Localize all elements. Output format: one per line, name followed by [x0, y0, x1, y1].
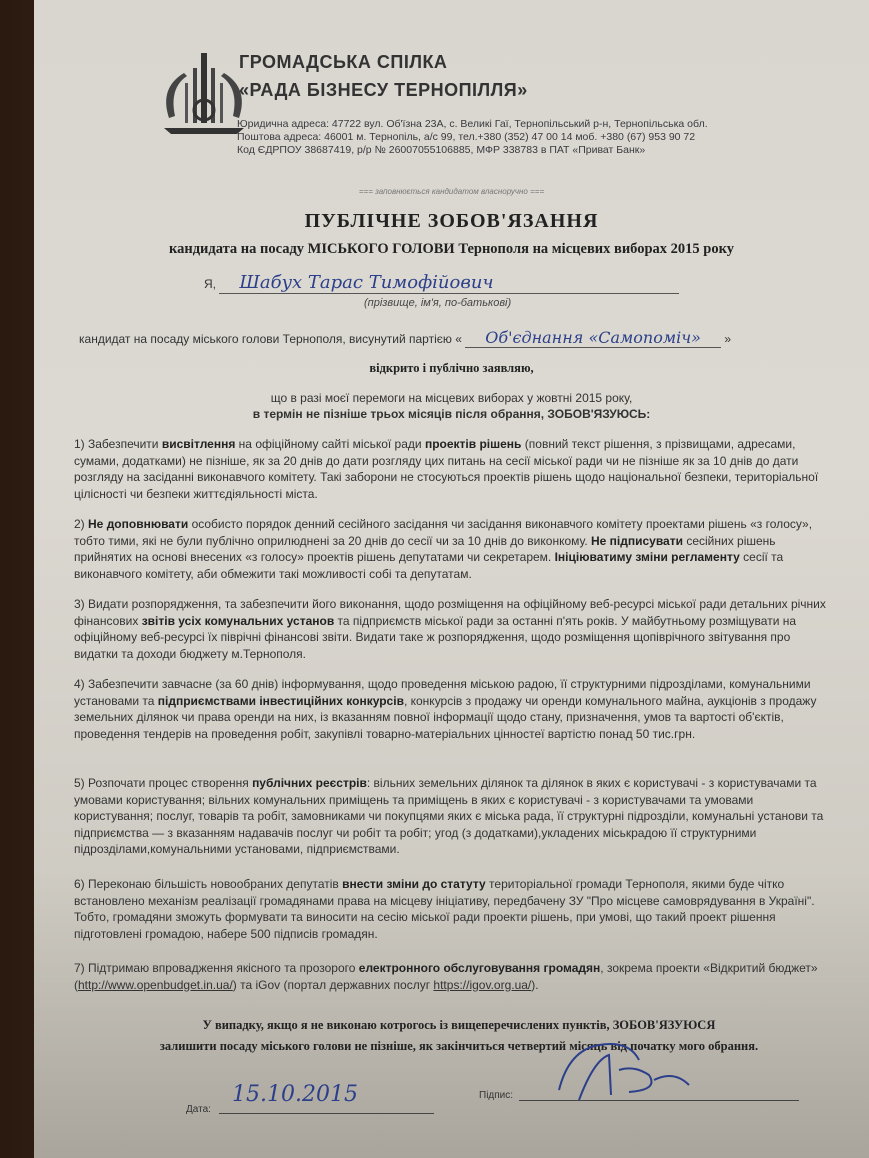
org-name-line1: ГРОМАДСЬКА СПІЛКА: [239, 52, 448, 72]
closing-line2: залишити посаду міського голови не пізніше, як закінчиться четвертий місяць від початку мого обрання.: [159, 1039, 759, 1053]
openbudget-link[interactable]: http://www.openbudget.in.ua/: [78, 977, 233, 992]
item-6-bold: внести зміни до статуту: [342, 877, 486, 891]
item-1-text: 1) Забезпечити: [74, 437, 162, 451]
party-row: [79, 328, 731, 348]
item-3-text: 3) Видати розпорядження, та забезпечити його виконання, щодо розміщення на офіційному веб-ресурсі міської ради детальних річних фінансових: [74, 597, 826, 628]
organization-address: [237, 118, 708, 157]
name-row: [204, 272, 679, 294]
item-1-bold: проектів рішень: [424, 437, 522, 451]
intro-line2: в термін не пізніше трьох місяців після обрання, ЗОБОВ'ЯЗУЮСЬ:: [252, 407, 651, 421]
document-title: ПУБЛІЧНЕ ЗОБОВ'ЯЗАННЯ: [304, 210, 599, 232]
item-4-text: , конкурсів з продажу чи оренди комунального майна, аукціонів з продажу земельних ділянок чи права оренди на них, із вказанням повної інформації щодо стану, призначення, умов та вартості об'єктів, проведення тендерів на проведення робіт, закупівлі товарно-матеріальних цінностеї вартістю понад 50 тис.грн.: [74, 693, 817, 741]
organization-name: [239, 48, 528, 104]
date-line: [219, 1113, 434, 1114]
handwritten-signature: [539, 1030, 719, 1110]
item-7-text: 7) Підтримаю впровадження якісного та прозорого: [74, 961, 359, 975]
item-7: [74, 960, 834, 993]
legal-address: Юридична адреса: 47722 вул. Об'їзна 23А, с. Великі Гаї, Тернопільський р-н, Тернопільська обл.: [237, 118, 708, 130]
item-7-text: ).: [531, 977, 539, 992]
closing-line1: У випадку, якщо я не виконаю котрогось із вищеперечислених пунктів, ЗОБОВ'ЯЗУЮСЯ: [202, 1018, 716, 1032]
item-3: [74, 596, 834, 662]
item-6: [74, 876, 834, 942]
item-2-bold: Не підписувати: [590, 533, 683, 548]
signature-label: Підпис:: [479, 1090, 514, 1101]
fill-note: === заповнюється кандидатом власноручно ===: [358, 187, 545, 196]
item-2: [74, 516, 834, 582]
candidate-name-field[interactable]: Шабух Тарас Тимофійович: [219, 272, 679, 294]
item-5: [74, 775, 834, 858]
declare-text: відкрито і публічно заявляю,: [369, 361, 534, 375]
item-4: [74, 676, 834, 742]
item-5-text: : вільних земельних ділянок та ділянок в яких є користувачі - з користувачами та умовами користування; вільних комунальних приміщень та приміщень в яких є користувачі - з користувачами та умовами користування; послуг, товарів та робіт, замовниками чи покупцями яких є міська рада, її структурні підрозділи, комунальні установи та підприємства — з вказанням надавачів послуг чи робіт та робіт; угод (з додатками),укладених міськрадою її структурними підрозділами,комунальними установами, підприємствами.: [74, 776, 824, 856]
item-2-bold: Ініціюватиму зміни регламенту: [554, 550, 740, 564]
item-3-text: та підприємств міської ради за останні п'ять років. У майбутньому розміщувати на офіційному веб-ресурсі їх піврічні фінансові звіти. Видати таке ж розпорядження, щодо розміщення щопіврічного звітування про видатки та доходи бюджету м.Тернополя.: [74, 613, 797, 661]
document-page: [34, 0, 869, 1158]
item-4-bold: підприємствами інвестиційних конкурсів: [157, 693, 404, 708]
org-name-line2: «РАДА БІЗНЕСУ ТЕРНОПІЛЛЯ»: [239, 80, 528, 100]
item-7-text: , зокрема проекти «Відкритий бюджет» (: [74, 961, 818, 992]
date-label: Дата:: [186, 1104, 211, 1115]
item-2-text: 2): [74, 517, 89, 531]
postal-address: Поштова адреса: 46001 м. Тернопіль, а/с 99, тел.+380 (352) 47 00 14 моб. +380 (67) 953 90 72: [237, 131, 696, 143]
name-hint: (прізвище, ім'я, по-батькові): [364, 297, 512, 309]
intro-line1: що в разі моєї перемоги на місцевих виборах у жовтні 2015 року,: [270, 391, 633, 405]
item-1-text: на офіційному сайті міської ради: [235, 437, 425, 451]
item-1-bold: висвітлення: [161, 437, 236, 451]
item-1: [74, 436, 834, 502]
item-5-bold: публічних реєстрів: [252, 776, 367, 790]
item-5-text: 5) Розпочати процес створення: [74, 776, 253, 790]
bank-details: Код ЄДРПОУ 38687419, р/р № 26007055106885, МФР 338783 в ПАТ «Приват Банк»: [237, 144, 646, 156]
item-2-bold: Не доповнювати: [88, 517, 189, 531]
item-4-text: 4) Забезпечити завчасне (за 60 днів) інформування, щодо проведення міською радою, її структурними підрозділами, комунальними установами та: [74, 677, 811, 708]
item-2-text: сесії та виконавчого комітету, аби обмежити такі можливості собі та депутатам.: [74, 550, 784, 581]
item-6-text: 6) Переконаю більшість новообраних депутатів: [74, 877, 343, 891]
date-field[interactable]: 15.10.2015: [232, 1082, 358, 1107]
item-7-text: ) та iGov (портал державних послуг: [232, 977, 434, 992]
igov-link[interactable]: https://igov.org.ua/: [433, 977, 532, 992]
ya-label: Я,: [204, 277, 216, 291]
item-2-text: сесійних рішень прийнятих на основі внесених «з голосу» проектів рішень депутатами чи секретарем.: [74, 533, 776, 564]
item-3-bold: звітів усіх комунальних установ: [141, 613, 335, 628]
party-close: »: [724, 332, 731, 346]
item-1-text: (повний текст рішення, з прізвищами, адресами, сумами, додатками) не пізніше, як за 20 днів до дати розгляду цих питань на сесії міської ради чи не пізніше як за 10 днів до дати розгляду на засіданні виконавчого комітету. Такі заборони не стосуються проектів рішень щодо національної безпеки, територіальної цілісності чи безпеки життєдіяльності міста.: [74, 437, 819, 501]
party-name-field[interactable]: Об'єднання «Самопоміч»: [465, 328, 721, 348]
item-6-text: територіальної громади Тернополя, якими буде чітко встановлено механізм реалізації громадянами права на місцеву ініціативу, передбачену ЗУ "Про місцеве самоврядування в Україні". Тобто, громадяни зможуть формувати та виносити на сесію міської ради проекти рішень, при умові, що такий проект рішення підготовлені громадою, набере 500 підписів громадян.: [74, 877, 815, 941]
document-subtitle: кандидата на посаду МІСЬКОГО ГОЛОВИ Тернополя на місцевих виборах 2015 року: [168, 241, 735, 257]
party-label: кандидат на посаду міського голови Тернополя, висунутий партією «: [79, 332, 462, 346]
item-2-text: особисто порядок денний сесійного засідання чи засідання виконавчого комітету проектами рішень «з голосу», тобто тими, які не були публічно оприлюднені за 20 днів до сесії чи за 10 днів до виконкому.: [74, 517, 813, 548]
item-7-bold: електронного обслуговування громадян: [358, 961, 601, 975]
